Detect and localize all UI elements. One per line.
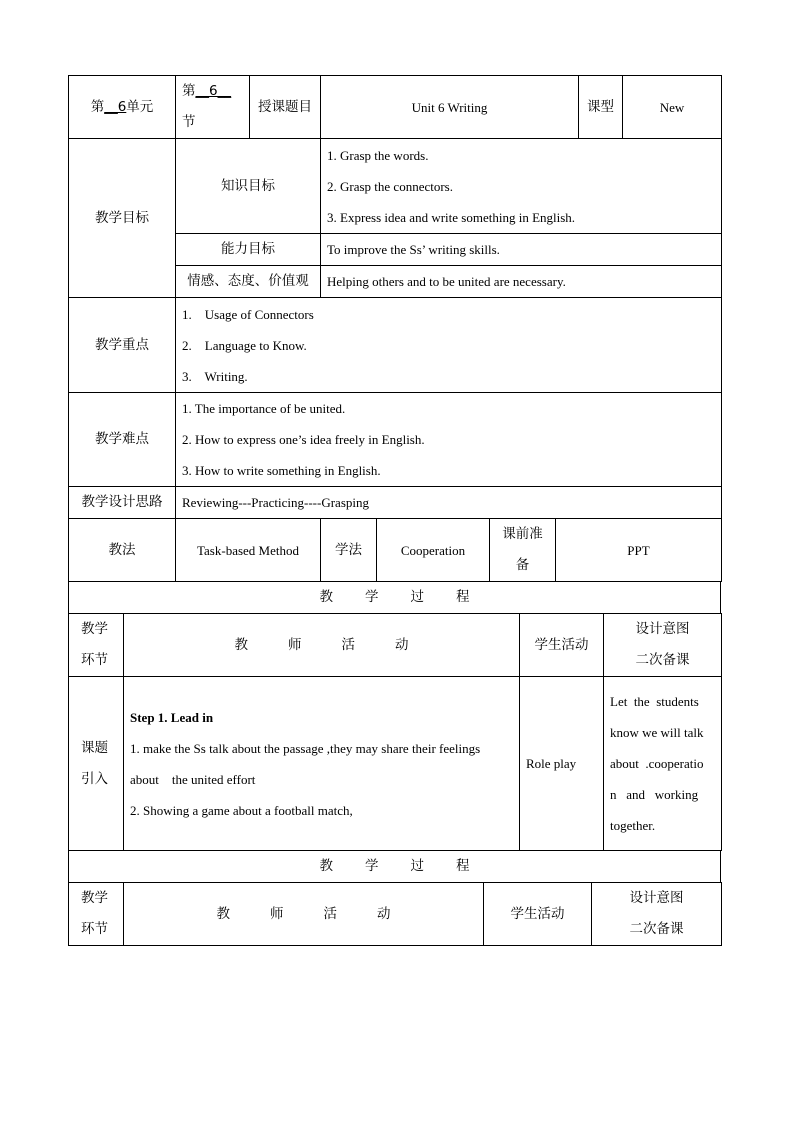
topic-value: Unit 6 Writing xyxy=(321,76,579,139)
lead-in-student-activity: Role play xyxy=(520,677,604,851)
stage-label-2 xyxy=(69,883,124,946)
section-cell xyxy=(176,76,250,139)
teacher-char: 教 xyxy=(216,905,230,922)
stage-label-line: 环节 xyxy=(81,652,108,668)
teacher-char: 活 xyxy=(323,905,337,922)
difficulties-items xyxy=(176,393,722,487)
unit-suffix: 单元 xyxy=(126,98,154,115)
type-value: New xyxy=(623,76,722,139)
teacher-char: 师 xyxy=(288,636,302,653)
process-title-char: 学 xyxy=(365,589,379,605)
lead-in-intent-line: n and working xyxy=(610,787,699,802)
process-title-char: 过 xyxy=(410,858,424,874)
teach-method-value: Task-based Method xyxy=(176,519,321,582)
lead-in-stage-line: 引入 xyxy=(81,770,108,787)
type-label: 课型 xyxy=(579,76,623,139)
process-title-row-2 xyxy=(69,851,721,883)
objectives-label: 教学目标 xyxy=(69,139,176,298)
process-title-char: 教 xyxy=(319,858,333,874)
difficulty-item: 1. The importance of be united. xyxy=(182,401,346,416)
header-row xyxy=(69,76,722,139)
student-activity-label: 学生活动 xyxy=(520,614,604,677)
teacher-char: 师 xyxy=(270,905,284,922)
learn-method-value: Cooperation xyxy=(377,519,490,582)
design-intent-label xyxy=(604,614,722,677)
lead-in-line: about the united effort xyxy=(130,771,256,787)
topic-label: 授课题目 xyxy=(250,76,321,139)
process-title-char: 过 xyxy=(410,589,424,605)
key-point-item: 2. Language to Know. xyxy=(182,337,307,353)
process-title-table xyxy=(68,581,721,614)
teacher-activity-label-2 xyxy=(124,883,484,946)
design-label: 教学设计思路 xyxy=(69,487,176,519)
key-points-row xyxy=(69,298,722,393)
lead-in-intent-line: know we will talk xyxy=(610,725,704,740)
difficulty-item: 3. How to write something in English. xyxy=(182,463,381,478)
process-header-row-2 xyxy=(69,883,722,946)
teacher-char: 活 xyxy=(341,636,355,653)
knowledge-item: 1. Grasp the words. xyxy=(327,147,429,163)
lead-in-design-intent xyxy=(604,677,722,851)
process-title-table-2 xyxy=(68,850,721,883)
unit-number: __6 xyxy=(104,98,127,115)
prep-label: 课前准备 xyxy=(490,519,556,582)
lead-in-step-title: Step 1. Lead in xyxy=(130,709,214,725)
stage-label-line: 教学 xyxy=(81,890,108,906)
intent-line: 二次备课 xyxy=(635,652,690,668)
emotion-value: Helping others and to be united are necessary. xyxy=(321,266,722,298)
lead-in-line: 1. make the Ss talk about the passage ,they may share their feelings xyxy=(130,740,481,756)
process-title xyxy=(69,582,721,614)
methods-row xyxy=(69,519,722,582)
knowledge-item: 2. Grasp the connectors. xyxy=(327,178,453,194)
lead-in-intent-line: Let the students xyxy=(610,694,699,709)
lead-in-row xyxy=(69,677,722,851)
process-table-2 xyxy=(68,882,722,946)
process-table-1 xyxy=(68,613,722,851)
lead-in-stage-line: 课题 xyxy=(81,739,108,756)
difficulties-row xyxy=(69,393,722,487)
process-header-row xyxy=(69,614,722,677)
intent-line: 二次备课 xyxy=(629,921,684,937)
knowledge-label: 知识目标 xyxy=(176,139,321,234)
design-value: Reviewing---Practicing----Grasping xyxy=(176,487,722,519)
teacher-char: 动 xyxy=(395,636,409,653)
process-title-char: 教 xyxy=(319,589,333,605)
teacher-activity-label xyxy=(124,614,520,677)
key-point-item: 1. Usage of Connectors xyxy=(182,306,314,322)
lead-in-teacher-activity xyxy=(124,677,520,851)
lesson-header-table xyxy=(68,75,722,139)
teach-method-label: 教法 xyxy=(69,519,176,582)
teacher-char: 教 xyxy=(234,636,248,653)
teacher-char: 动 xyxy=(377,905,391,922)
process-title-char: 程 xyxy=(456,589,470,605)
knowledge-row xyxy=(69,139,722,234)
focus-table xyxy=(68,297,722,519)
intent-line: 设计意图 xyxy=(635,621,690,637)
stage-label-line: 教学 xyxy=(81,621,108,637)
knowledge-items xyxy=(321,139,722,234)
stage-label xyxy=(69,614,124,677)
key-points-items xyxy=(176,298,722,393)
section-prefix: 第 xyxy=(182,83,196,99)
process-title-2 xyxy=(69,851,721,883)
methods-table xyxy=(68,518,722,582)
prep-value: PPT xyxy=(556,519,722,582)
section-suffix: 节 xyxy=(182,114,196,130)
design-intent-label-2 xyxy=(592,883,722,946)
lead-in-stage xyxy=(69,677,124,851)
difficulty-item: 2. How to express one’s idea freely in English. xyxy=(182,432,425,447)
process-title-row xyxy=(69,582,721,614)
lead-in-intent-line: about .cooperatio xyxy=(610,756,704,771)
lead-in-intent-line: together. xyxy=(610,818,656,833)
unit-prefix: 第 xyxy=(90,98,105,115)
section-number: __6__ xyxy=(195,83,232,99)
process-title-char: 学 xyxy=(365,858,379,874)
key-point-item: 3. Writing. xyxy=(182,368,248,384)
learn-method-label: 学法 xyxy=(321,519,377,582)
ability-label: 能力目标 xyxy=(176,234,321,266)
design-row xyxy=(69,487,722,519)
difficulties-label: 教学难点 xyxy=(69,393,176,487)
emotion-label: 情感、态度、价值观 xyxy=(176,266,321,298)
lead-in-line: 2. Showing a game about a football match, xyxy=(130,802,353,818)
student-activity-label-2: 学生活动 xyxy=(484,883,592,946)
lesson-plan-sheet xyxy=(68,75,721,946)
knowledge-item: 3. Express idea and write something in English. xyxy=(327,209,576,225)
process-title-char: 程 xyxy=(456,858,470,874)
unit-cell xyxy=(69,76,176,139)
intent-line: 设计意图 xyxy=(629,890,684,906)
key-points-label: 教学重点 xyxy=(69,298,176,393)
objectives-table xyxy=(68,138,722,298)
stage-label-line: 环节 xyxy=(81,921,108,937)
ability-value: To improve the Ss’ writing skills. xyxy=(321,234,722,266)
